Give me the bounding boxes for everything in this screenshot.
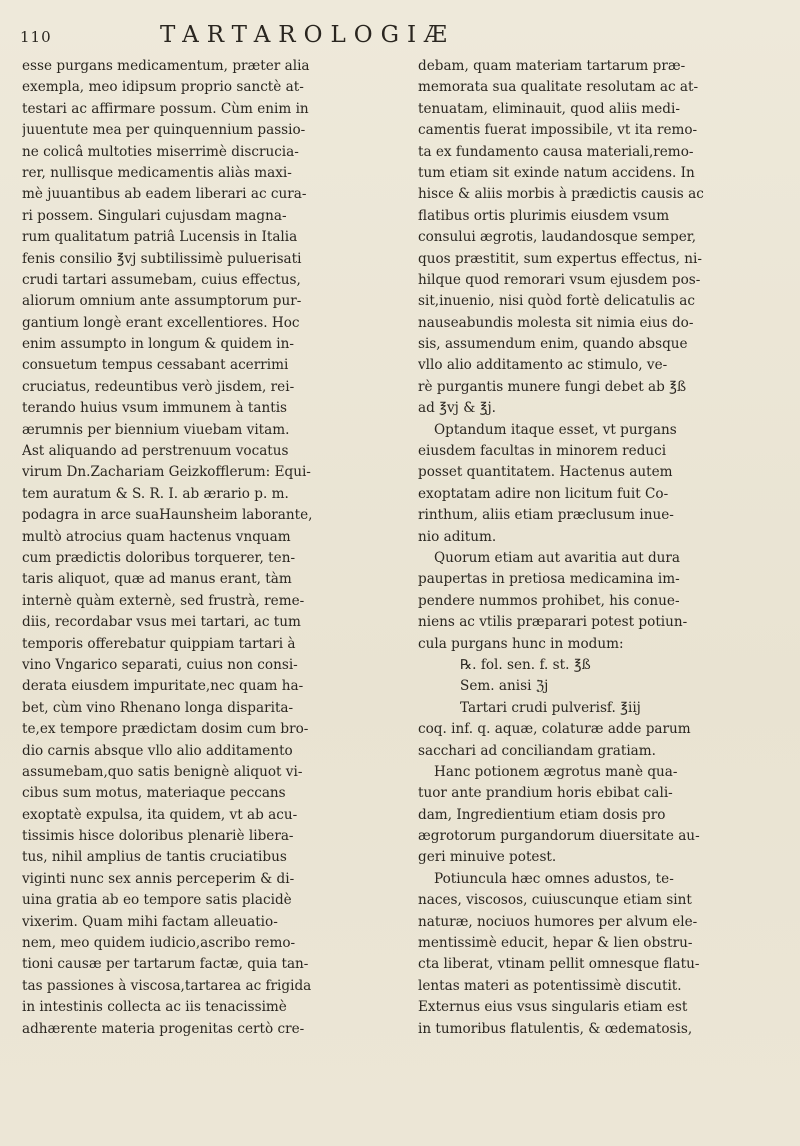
text-line: derata eiusdem impuritate,nec quam ha- [22,678,304,695]
text-line: enim assumpto in longum & quidem in- [22,336,294,353]
text-line: naces, viscosos, cuiuscunque etiam sint [418,892,692,909]
text-line: quos præstitit, sum expertus effectus, ni- [418,250,702,267]
text-line: ad ℥vj & ℥j. [418,400,497,417]
text-line: in intestinis collecta ac iis tenacissimè [22,999,287,1016]
text-line: lentas materi as potentissimè discutit. [418,977,682,994]
text-line: consuetum tempus cessabant acerrimi [22,357,289,374]
text-line: Ast aliquando ad perstrenuum vocatus [22,443,289,460]
text-line: ærumnis per biennium viuebam vitam. [22,421,290,438]
text-line: nem, meo quidem iudicio,ascribo remo- [22,935,296,952]
left-text-column [22,56,380,1040]
text-line: vixerim. Quam mihi factam alleuatio- [22,913,278,930]
text-line: diis, recordabar vsus mei tartari, ac tum [22,614,301,631]
text-line: uina gratia ab eo tempore satis placidè [22,892,292,909]
text-line: sacchari ad conciliandam gratiam. [418,742,656,759]
text-line: exempla, meo idipsum proprio sanctè at- [22,79,304,96]
text-line: dio carnis absque vllo alio additamento [22,742,293,759]
text-line: cta liberat, vtinam pellit omnesque flatu- [418,956,700,973]
text-line: terando huius vsum immunem à tantis [22,400,288,417]
text-line: mentissimè educit, hepar & lien obstru- [418,935,693,952]
text-line: dam, Ingredientium etiam dosis pro [418,806,666,823]
page-header [20,22,780,52]
text-line: Optandum itaque esset, vt purgans [434,421,677,438]
text-line: niens ac vtilis præparari potest potiun- [418,614,688,631]
text-line: assumebam,quo satis benignè aliquot vi- [22,763,303,780]
text-line: virum Dn.Zachariam Geizkofflerum: Equi- [22,464,311,481]
text-line: eiusdem facultas in minorem reduci [418,443,667,460]
text-line: rum qualitatum patriâ Lucensis in Italia [22,229,298,246]
text-line: aliorum omnium ante assumptorum pur- [22,293,302,310]
text-line: exoptatam adire non licitum fuit Co- [418,485,669,502]
text-line: hilque quod remorari vsum ejusdem pos- [418,271,701,288]
text-line: podagra in arce suaHaunsheim laborante, [22,507,313,524]
text-line: vino Vngarico separati, cuius non consi- [22,656,298,673]
text-line: tus, nihil amplius de tantis cruciatibus [22,849,287,866]
text-line: viginti nunc sex annis perceperim & di- [22,870,295,887]
text-line: consului ægrotis, laudandosque semper, [418,229,697,246]
text-line: ægrotorum purgandorum diuersitate au- [418,828,700,845]
text-line: naturæ, nociuos humores per alvum ele- [418,913,698,930]
text-line: cula purgans hunc in modum: [418,635,624,652]
text-line: esse purgans medicamentum, præter alia [22,58,310,74]
text-line: tuor ante prandium horis ebibat cali- [418,785,673,802]
text-line: fenis consilio ℥vj subtilissimè puluerisati [22,250,302,267]
right-text-column [418,56,788,1040]
text-line: posset quantitatem. Hactenus autem [418,464,673,481]
text-line: te,ex tempore prædictam dosim cum bro- [22,721,309,738]
text-line: tioni causæ per tartarum factæ, quia tan- [22,956,309,973]
text-line: cibus sum motus, materiaque peccans [22,785,286,802]
text-line: Potiuncula hæc omnes adustos, te- [434,870,674,887]
text-line: multò atrocius quam hactenus vnquam [22,528,291,545]
text-line: rer, nullisque medicamentis aliàs maxi- [22,164,292,181]
text-line: tissimis hisce doloribus plenariè libera- [22,828,294,845]
running-head: TARTAROLOGIÆ [160,22,456,48]
text-line: nauseabundis molesta sit nimia eius do- [418,314,694,331]
text-line: pendere nummos prohibet, his conue- [418,592,680,609]
text-line: sis, assumendum enim, quando absque [418,336,688,353]
text-line: testari ac affirmare possum. Cùm enim in [22,100,309,117]
text-line: Hanc potionem ægrotus manè qua- [434,763,678,780]
text-line: mè juuantibus ab eadem liberari ac cura- [22,186,307,203]
text-line: exoptatè expulsa, ita quidem, vt ab acu- [22,806,298,823]
text-line: ℞. fol. sen. f. st. ℥ß [460,656,591,673]
text-line: memorata sua qualitate resolutam ac at- [418,79,699,96]
text-line: Externus eius vsus singularis etiam est [418,999,688,1016]
text-line: in tumoribus flatulentis, & œdematosis, [418,1020,693,1037]
text-line: vllo alio additamento ac stimulo, ve- [418,357,668,374]
text-line: taris aliquot, quæ ad manus erant, tàm [22,571,292,588]
text-line: adhærente materia progenitas certò cre- [22,1020,305,1037]
text-line: ri possem. Singulari cujusdam magna- [22,207,287,224]
text-line: tenuatam, eliminauit, quod aliis medi- [418,100,680,117]
page-number: 110 [20,28,52,46]
text-line: Tartari crudi pulverisf. ℥iij [460,699,641,716]
text-line: Quorum etiam aut avaritia aut dura [434,549,681,566]
text-line: gantium longè erant excellentiores. Hoc [22,314,300,331]
text-line: hisce & aliis morbis à prædictis causis ac [418,186,704,203]
text-line: bet, cùm vino Rhenano longa disparita- [22,699,294,716]
text-line: cum prædictis doloribus torquerer, ten- [22,549,296,566]
text-line: flatibus ortis plurimis eiusdem vsum [418,207,670,224]
text-line: Sem. anisi ℨj [460,678,549,695]
text-line: sit,inuenio, nisi quòd fortè delicatulis ac [418,293,695,310]
text-line: tem auratum & S. R. I. ab ærario p. m. [22,485,289,502]
text-line: debam, quam materiam tartarum præ- [418,58,686,74]
text-line: tum etiam sit exinde natum accidens. In [418,164,695,181]
text-line: juuentute mea per quinquennium passio- [22,122,306,139]
text-line: rè purgantis munere fungi debet ab ℥ß [418,378,687,395]
text-line: temporis offerebatur quippiam tartari à [22,635,296,652]
text-line: paupertas in pretiosa medicamina im- [418,571,680,588]
text-line: geri minuive potest. [418,849,557,866]
text-line: tas passiones à viscosa,tartarea ac frigida [22,977,312,994]
text-line: ta ex fundamento causa materiali,remo- [418,143,694,160]
text-line: rinthum, aliis etiam præclusum inue- [418,507,674,524]
text-line: camentis fuerat impossibile, vt ita remo- [418,122,698,139]
text-line: nio aditum. [418,528,497,545]
text-line: coq. inf. q. aquæ, colaturæ adde parum [418,721,691,738]
text-line: cruciatus, redeuntibus verò jisdem, rei- [22,378,295,395]
text-line: internè quàm externè, sed frustrà, reme- [22,592,305,609]
text-line: crudi tartari assumebam, cuius effectus, [22,271,301,288]
text-line: ne colicâ multoties miserrimè discrucia- [22,143,299,160]
